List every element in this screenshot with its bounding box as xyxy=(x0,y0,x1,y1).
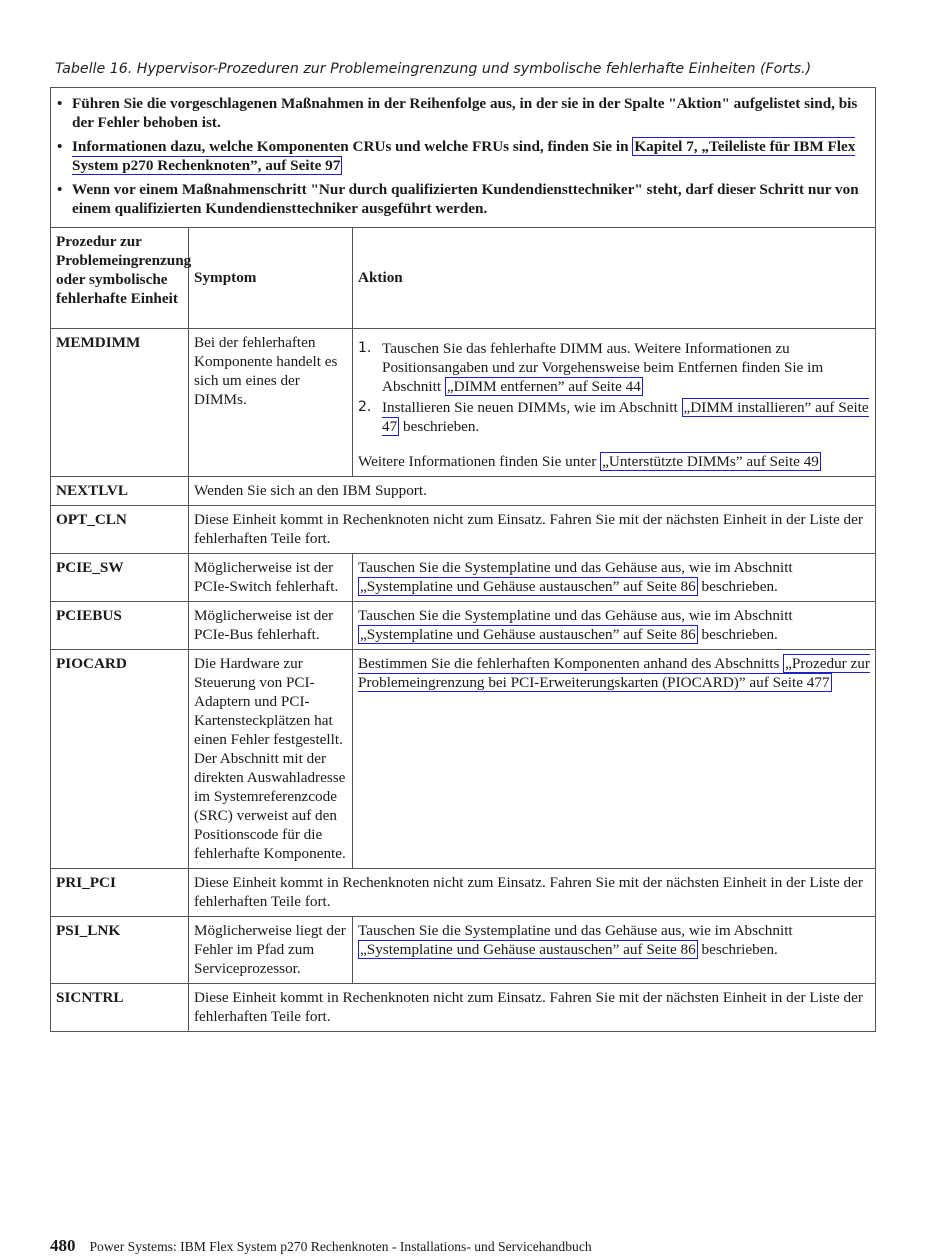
table-row xyxy=(51,650,876,869)
action-text: Tauschen Sie die Systemplatine und das Gehäuse aus, wie im Abschnitt xyxy=(358,922,793,939)
column-header-action: Aktion xyxy=(353,228,876,329)
note-text: Führen Sie die vorgeschlagenen Maßnahmen in der Reihenfolge aus, in der sie in der Spalte "Aktion" aufgelistet sind, bis der Fehler behoben ist. xyxy=(72,95,858,131)
table-row xyxy=(51,869,876,917)
action-cell: Diese Einheit kommt in Rechenknoten nicht zum Einsatz. Fahren Sie mit der nächsten Einheit in der Liste der fehlerhaften Teile fort. xyxy=(189,869,876,917)
footer-title: Power Systems: IBM Flex System p270 Rechenknoten - Installations- und Servicehandbuch xyxy=(89,1239,592,1254)
action-step xyxy=(358,398,870,436)
action-text: Tauschen Sie die Systemplatine und das Gehäuse aus, wie im Abschnitt xyxy=(358,607,793,624)
unit-cell: PCIE_SW xyxy=(51,554,189,602)
notes-cell xyxy=(51,88,876,228)
step-number: 2. xyxy=(358,399,372,415)
unit-cell: PSI_LNK xyxy=(51,917,189,984)
link-system-board[interactable]: „Systemplatine und Gehäuse austauschen” auf Seite 86 xyxy=(360,941,696,958)
action-cell xyxy=(353,602,876,650)
table-row xyxy=(51,477,876,506)
note-item xyxy=(57,94,867,132)
table-row xyxy=(51,329,876,477)
link-supported-dimms[interactable]: „Unterstützte DIMMs” auf Seite 49 xyxy=(602,453,819,470)
link-system-board[interactable]: „Systemplatine und Gehäuse austauschen” auf Seite 86 xyxy=(360,578,696,595)
action-cell: Diese Einheit kommt in Rechenknoten nicht zum Einsatz. Fahren Sie mit der nächsten Einheit in der Liste der fehlerhaften Teile fort. xyxy=(189,984,876,1032)
note-item xyxy=(57,180,867,218)
table-row xyxy=(51,506,876,554)
step-text: Installieren Sie neuen DIMMs, wie im Abschnitt xyxy=(382,399,682,416)
column-header-unit: Prozedur zur Problemeingrenzung oder symbolische fehlerhafte Einheit xyxy=(51,228,189,329)
action-cell xyxy=(353,650,876,869)
notes-row xyxy=(51,88,876,228)
table-row xyxy=(51,554,876,602)
procedure-table xyxy=(50,87,876,1032)
unit-cell: OPT_CLN xyxy=(51,506,189,554)
unit-cell: PCIEBUS xyxy=(51,602,189,650)
symptom-cell: Möglicherweise liegt der Fehler im Pfad zum Serviceprozessor. xyxy=(189,917,353,984)
symptom-cell: Möglicherweise ist der PCIe-Bus fehlerhaft. xyxy=(189,602,353,650)
document-table-wrapper xyxy=(50,87,876,1032)
table-caption: Tabelle 16. Hypervisor-Prozeduren zur Problemeingrenzung und symbolische fehlerhafte Einheiten (Forts.) xyxy=(55,61,812,77)
link-piocard-procedure[interactable]: „Prozedur zur Problemeingrenzung bei PCI-Erweiterungskarten (PIOCARD)” auf Seite 477 xyxy=(358,655,870,691)
note-item xyxy=(57,137,867,175)
action-text-end: beschrieben. xyxy=(697,626,778,643)
unit-cell: SICNTRL xyxy=(51,984,189,1032)
symptom-cell: Bei der fehlerhaften Komponente handelt es sich um eines der DIMMs. xyxy=(189,329,353,477)
action-cell xyxy=(353,917,876,984)
action-cell xyxy=(353,329,876,477)
bullet-icon: • xyxy=(57,181,63,198)
action-text: Tauschen Sie die Systemplatine und das Gehäuse aus, wie im Abschnitt xyxy=(358,559,793,576)
page-number: 480 xyxy=(50,1236,76,1255)
unit-cell: PIOCARD xyxy=(51,650,189,869)
bullet-icon: • xyxy=(57,95,63,112)
link-dimm-remove[interactable]: „DIMM entfernen” auf Seite 44 xyxy=(446,378,641,395)
unit-cell: MEMDIMM xyxy=(51,329,189,477)
table-row xyxy=(51,984,876,1032)
action-cell: Diese Einheit kommt in Rechenknoten nicht zum Einsatz. Fahren Sie mit der nächsten Einheit in der Liste der fehlerhaften Teile fort. xyxy=(189,506,876,554)
action-step xyxy=(358,339,870,396)
link-dimm-install[interactable]: „DIMM installieren” auf Seite 47 xyxy=(382,399,869,435)
action-text-end: beschrieben. xyxy=(697,941,778,958)
bullet-icon: • xyxy=(57,138,63,155)
action-text-end: beschrieben. xyxy=(697,578,778,595)
unit-cell: PRI_PCI xyxy=(51,869,189,917)
page-footer xyxy=(50,1236,592,1256)
action-cell xyxy=(353,554,876,602)
column-header-symptom: Symptom xyxy=(189,228,353,329)
more-info-text: Weitere Informationen finden Sie unter xyxy=(358,453,601,470)
step-number: 1. xyxy=(358,340,372,356)
symptom-cell: Die Hardware zur Steuerung von PCI-Adaptern und PCI-Kartensteckplätzen hat einen Fehler festgestellt. Der Abschnitt mit der direkten Auswahladresse im Systemreferenzcode (SRC) verweist auf den Positionscode für die fehlerhafte Komponente. xyxy=(189,650,353,869)
more-info xyxy=(358,452,870,471)
symptom-cell: Möglicherweise ist der PCIe-Switch fehlerhaft. xyxy=(189,554,353,602)
link-parts-list[interactable]: Kapitel 7, „Teileliste für IBM Flex System p270 Rechenknoten”, auf Seite 97 xyxy=(72,138,856,174)
action-cell: Wenden Sie sich an den IBM Support. xyxy=(189,477,876,506)
step-text: Tauschen Sie das fehlerhafte DIMM aus. Weitere Informationen zu Positionsangaben und zur Vorgehensweise beim Entfernen finden Sie im Abschnitt xyxy=(382,340,824,395)
note-text: Informationen dazu, welche Komponenten CRUs und welche FRUs sind, finden Sie in xyxy=(72,138,633,155)
table-row xyxy=(51,917,876,984)
link-system-board[interactable]: „Systemplatine und Gehäuse austauschen” auf Seite 86 xyxy=(360,626,696,643)
note-text: Wenn vor einem Maßnahmenschritt "Nur durch qualifizierten Kundendiensttechniker" steht, darf dieser Schritt nur von einem qualifizierten Kundendiensttechniker ausgeführt werden. xyxy=(72,181,859,217)
step-text-end: beschrieben. xyxy=(399,418,480,435)
unit-cell: NEXTLVL xyxy=(51,477,189,506)
table-row xyxy=(51,602,876,650)
action-text: Bestimmen Sie die fehlerhaften Komponenten anhand des Abschnitts xyxy=(358,655,784,672)
header-row xyxy=(51,228,876,329)
action-steps xyxy=(358,339,870,436)
